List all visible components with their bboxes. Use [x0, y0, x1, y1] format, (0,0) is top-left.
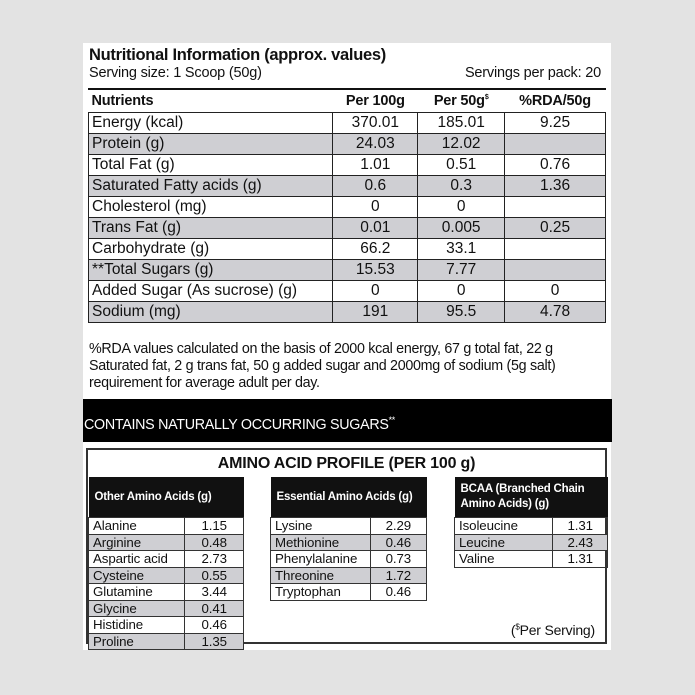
bcaa-header-line2: Amino Acids) (g) [460, 498, 549, 510]
amino-value: 1.35 [185, 633, 244, 650]
sugar-banner [83, 399, 612, 442]
value-per50: 33.1 [418, 239, 505, 260]
amino-value: 3.44 [185, 584, 244, 601]
value-per100: 0 [333, 197, 418, 218]
other-amino-header: Other Amino Acids (g) [89, 477, 244, 518]
nutrition-table [88, 90, 606, 323]
banner-text: CONTAINS NATURALLY OCCURRING SUGARS [84, 416, 389, 433]
amino-name: Methionine [271, 534, 371, 551]
amino-name: Tryptophan [271, 584, 371, 601]
value-per50: 185.01 [418, 113, 505, 134]
nutrition-row [89, 239, 606, 260]
amino-row [271, 518, 427, 535]
value-per50: 0.51 [418, 155, 505, 176]
footnote-text: Per Serving) [519, 622, 595, 638]
nutrition-header-row [89, 90, 606, 113]
header-per50 [418, 90, 505, 113]
value-per50: 0 [418, 281, 505, 302]
nutrition-row [89, 113, 606, 134]
nutrition-row [89, 218, 606, 239]
value-per50: 0.005 [418, 218, 505, 239]
amino-value: 1.31 [553, 518, 608, 535]
amino-value: 2.43 [553, 534, 608, 551]
amino-value: 0.55 [185, 567, 244, 584]
essential-amino-table [270, 477, 427, 601]
amino-name: Cysteine [89, 567, 185, 584]
amino-name: Leucine [455, 534, 553, 551]
amino-name: Glutamine [89, 584, 185, 601]
value-per100: 15.53 [333, 260, 418, 281]
amino-row [271, 534, 427, 551]
other-amino-table [88, 477, 244, 650]
value-rda: 0.25 [505, 218, 606, 239]
nutrition-row [89, 134, 606, 155]
value-per50: 12.02 [418, 134, 505, 155]
nutrition-row [89, 260, 606, 281]
value-per100: 24.03 [333, 134, 418, 155]
amino-value: 1.15 [185, 518, 244, 535]
value-per100: 0.6 [333, 176, 418, 197]
value-rda: 0.76 [505, 155, 606, 176]
header-per50-label: Per 50g [433, 93, 485, 109]
amino-name: Arginine [89, 534, 185, 551]
amino-row [89, 617, 244, 634]
nutrient-name: **Total Sugars (g) [89, 260, 333, 281]
value-per50: 0 [418, 197, 505, 218]
amino-row [271, 551, 427, 568]
amino-value: 2.73 [185, 551, 244, 568]
nutrition-row [89, 281, 606, 302]
amino-name: Glycine [89, 600, 185, 617]
amino-value: 1.72 [370, 567, 426, 584]
banner-stars: ** [388, 415, 396, 425]
nutrient-name: Trans Fat (g) [89, 218, 333, 239]
amino-value: 0.46 [185, 617, 244, 634]
bcaa-table [454, 477, 608, 568]
value-per100: 191 [333, 302, 418, 323]
nutrient-name: Added Sugar (As sucrose) (g) [89, 281, 333, 302]
nutrient-name: Saturated Fatty acids (g) [89, 176, 333, 197]
value-rda [505, 239, 606, 260]
nutrient-name: Sodium (mg) [89, 302, 333, 323]
nutrition-label-card [83, 43, 611, 650]
serving-size: Serving size: 1 Scoop (50g) [89, 65, 262, 81]
amino-name: Proline [89, 633, 185, 650]
amino-row [89, 518, 244, 535]
amino-title: AMINO ACID PROFILE (PER 100 g) [217, 455, 476, 472]
nutrition-row [89, 302, 606, 323]
amino-row [455, 534, 608, 551]
amino-value: 0.46 [370, 534, 426, 551]
bcaa-header [455, 477, 608, 518]
amino-row [89, 584, 244, 601]
essential-amino-header: Essential Amino Acids (g) [271, 477, 427, 518]
value-rda: 1.36 [505, 176, 606, 197]
amino-value: 2.29 [370, 518, 426, 535]
amino-row [89, 600, 244, 617]
value-per100: 66.2 [333, 239, 418, 260]
nutrition-row [89, 197, 606, 218]
nutrient-name: Total Fat (g) [89, 155, 333, 176]
footnote-marker: $ [515, 622, 520, 632]
amino-name: Valine [455, 551, 553, 568]
amino-row [271, 567, 427, 584]
header-nutrients: Nutrients [91, 93, 154, 109]
nutrient-name: Protein (g) [89, 134, 333, 155]
amino-value: 0.48 [185, 534, 244, 551]
amino-name: Lysine [271, 518, 371, 535]
value-rda [505, 134, 606, 155]
bcaa-header-line1: BCAA (Branched Chain [460, 483, 585, 495]
header-per100: Per 100g [345, 93, 405, 109]
value-per50: 7.77 [418, 260, 505, 281]
value-per50: 95.5 [418, 302, 505, 323]
nutrient-name: Carbohydrate (g) [89, 239, 333, 260]
footnote-paren: ( [510, 622, 516, 638]
value-per100: 370.01 [333, 113, 418, 134]
amino-value: 0.46 [370, 584, 426, 601]
servings-per-pack: Servings per pack: 20 [464, 65, 601, 81]
amino-acid-profile [86, 448, 607, 649]
amino-value: 0.73 [370, 551, 426, 568]
rda-note: %RDA values calculated on the basis of 2000 kcal energy, 67 g total fat, 22 g Saturated fat, 2 g trans fat, 50 g added sugar and 2000mg of sodium (5g salt) requirement for average adult per day. [89, 341, 556, 391]
value-rda: 4.78 [505, 302, 606, 323]
amino-name: Phenylalanine [271, 551, 371, 568]
value-per50: 0.3 [418, 176, 505, 197]
value-per100: 1.01 [333, 155, 418, 176]
amino-name: Histidine [89, 617, 185, 634]
header-rda: %RDA/50g [519, 93, 591, 109]
nutrition-title: Nutritional Information (approx. values) [89, 46, 386, 64]
per-serving-footnote [511, 622, 595, 638]
value-rda [505, 197, 606, 218]
amino-row [89, 633, 244, 650]
nutrition-row [89, 176, 606, 197]
amino-row [89, 551, 244, 568]
amino-value: 0.41 [185, 600, 244, 617]
amino-row [89, 534, 244, 551]
value-rda: 9.25 [505, 113, 606, 134]
amino-row [89, 567, 244, 584]
header-marker: $ [484, 94, 489, 102]
value-rda: 0 [505, 281, 606, 302]
nutrition-row [89, 155, 606, 176]
amino-row [271, 584, 427, 601]
amino-value: 1.31 [553, 551, 608, 568]
amino-name: Threonine [271, 567, 371, 584]
amino-row [455, 518, 608, 535]
value-per100: 0 [333, 281, 418, 302]
nutrient-name: Energy (kcal) [89, 113, 333, 134]
amino-name: Isoleucine [455, 518, 553, 535]
value-rda [505, 260, 606, 281]
amino-name: Aspartic acid [89, 551, 185, 568]
amino-row [455, 551, 608, 568]
amino-name: Alanine [89, 518, 185, 535]
nutrient-name: Cholesterol (mg) [89, 197, 333, 218]
value-per100: 0.01 [333, 218, 418, 239]
